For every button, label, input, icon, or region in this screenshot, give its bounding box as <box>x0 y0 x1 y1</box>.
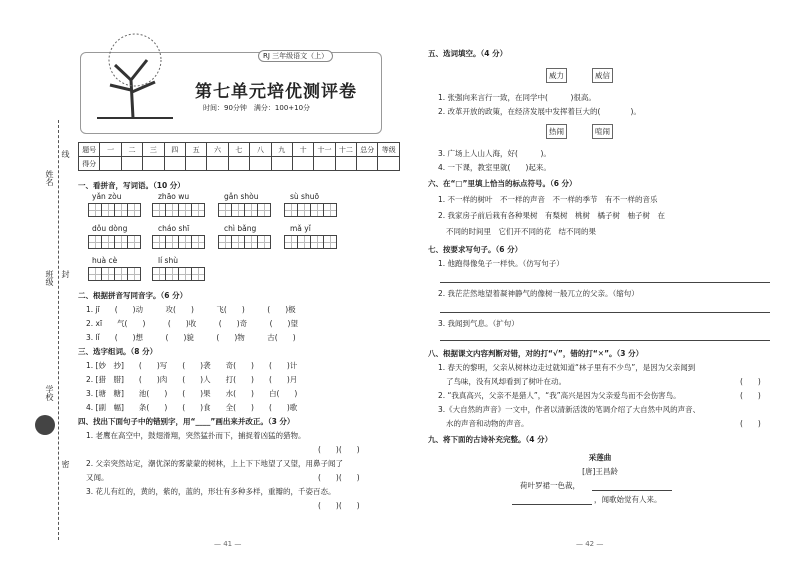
score-input-cell[interactable] <box>292 157 313 171</box>
binding-dashed-line <box>58 120 59 540</box>
answer-line[interactable] <box>440 312 770 313</box>
score-header-cell: 四 <box>164 143 185 157</box>
flower-decoration-icon <box>35 415 55 435</box>
writing-grid[interactable] <box>88 267 140 281</box>
score-header-cell: 五 <box>185 143 206 157</box>
series-tag: RJ 三年级语文（上） <box>258 50 333 62</box>
poem-answer-line[interactable] <box>512 504 592 505</box>
section-2-title: 二、根据拼音写同音字。（6 分） <box>78 291 188 300</box>
score-header-cell: 十 <box>292 143 313 157</box>
pinyin-label: yǎn zòu <box>92 192 122 201</box>
score-header-row <box>79 143 400 157</box>
word-choice-row[interactable]: 4. [副 幅] 条( ) ( )食 全( ) ( )歌 <box>86 403 298 412</box>
writing-grid[interactable] <box>152 235 204 249</box>
word-option-box: 喧闹 <box>592 124 613 139</box>
poem-title: 采莲曲 <box>588 453 612 462</box>
section-3-title: 三、选字组词。（8 分） <box>78 347 158 356</box>
writing-grid[interactable] <box>152 203 204 217</box>
score-input-cell[interactable] <box>185 157 206 171</box>
score-header-cell: 题号 <box>79 143 100 157</box>
pinyin-label: sù shuō <box>290 192 320 201</box>
margin-seal2-label: 封 <box>61 270 70 278</box>
homophone-row[interactable]: 3. lǐ ( )想 ( )貌 ( )物 古( ) <box>86 333 296 342</box>
score-header-cell: 九 <box>271 143 292 157</box>
answer-line[interactable] <box>440 282 770 283</box>
homophone-row[interactable]: 1. jī ( )动 攻( ) 飞( ) ( )极 <box>86 305 296 314</box>
writing-grid[interactable] <box>284 235 336 249</box>
margin-name-label: 姓名 <box>45 170 54 186</box>
pinyin-label: gǎn shòu <box>224 192 259 201</box>
answer-line[interactable] <box>440 340 770 341</box>
score-input-cell[interactable] <box>207 157 228 171</box>
poem-line-2: ，闻歌始觉有人来。 <box>594 495 662 504</box>
writing-grid[interactable] <box>152 267 204 281</box>
score-header-cell: 总分 <box>357 143 378 157</box>
answer-blanks[interactable]: ( )( ) <box>318 445 360 454</box>
writing-grid[interactable] <box>88 203 140 217</box>
judge-blank[interactable]: ( ) <box>740 391 761 400</box>
score-header-cell: 等级 <box>378 143 400 157</box>
punctuation-question[interactable]: 1. 不一样的树叶 不一样的声音 不一样的季节 有不一样的音乐 <box>438 195 658 204</box>
typo-sentence[interactable]: 3. 花儿有红的，黄的，紫的，蓝的，形壮有多种多样，重瓣的，千姿百态。 <box>86 487 336 496</box>
score-input-cell[interactable] <box>378 157 400 171</box>
fill-question[interactable]: 4. 一下课，教室里就( )起来。 <box>438 163 551 172</box>
score-input-cell[interactable] <box>314 157 335 171</box>
score-header-cell: 二 <box>121 143 142 157</box>
score-header-cell: 六 <box>207 143 228 157</box>
word-choice-row[interactable]: 1. [妙 抄] ( )写 ( )袭 奇( ) ( )计 <box>86 361 298 370</box>
writing-grid[interactable] <box>284 203 336 217</box>
judge-statement-cont: 了鸟味，没有风却看到了树叶在动。 <box>446 377 566 386</box>
section-6-title: 六、在“□”里填上恰当的标点符号。（6 分） <box>428 179 577 188</box>
typo-sentence[interactable]: 2. 父亲突然站定，潮优深的雾蒙蒙的树林，上上下下地望了又望，用鼻子闻了 <box>86 459 344 468</box>
answer-blanks[interactable]: ( )( ) <box>318 473 360 482</box>
section-9-title: 九、将下面的古诗补充完整。（4 分） <box>428 435 553 444</box>
exam-subtitle: 时间：90分钟 满分：100+10分 <box>203 104 311 112</box>
margin-seal-label: 线 <box>61 150 70 158</box>
word-option-box: 威信 <box>592 68 613 83</box>
margin-class-label: 班级 <box>45 270 54 286</box>
score-header-cell: 十二 <box>335 143 356 157</box>
rewrite-question: 1. 他跑得像兔子一样快。（仿写句子） <box>438 259 564 268</box>
writing-grid[interactable] <box>88 235 140 249</box>
score-row-label: 得分 <box>79 157 100 171</box>
score-header-cell: 一 <box>100 143 121 157</box>
fill-question[interactable]: 3. 广场上人山人海，好( )。 <box>438 149 551 158</box>
margin-school-label: 学校 <box>45 385 54 401</box>
score-input-cell[interactable] <box>164 157 185 171</box>
score-table <box>78 142 400 171</box>
answer-blanks[interactable]: ( )( ) <box>318 501 360 510</box>
score-input-cell[interactable] <box>335 157 356 171</box>
page-number: — 41 — <box>214 540 242 548</box>
score-input-cell[interactable] <box>100 157 121 171</box>
poem-answer-line[interactable] <box>592 490 672 491</box>
word-option-box: 威力 <box>546 68 567 83</box>
judge-statement: 2. “我真高兴，父亲不是猎人”，“我”高兴是因为父亲爱鸟而不会伤害鸟。 <box>438 391 681 400</box>
homophone-row[interactable]: 2. xī 气( ) ( )收 ( )奇 ( )望 <box>86 319 298 328</box>
section-4-title: 四、找出下面句子中的错别字，用“____”画出来并改正。（3 分） <box>78 417 295 426</box>
word-option-box: 热闹 <box>546 124 567 139</box>
punctuation-question[interactable]: 不同的时间里 它们开不同的花 结不同的果 <box>446 227 596 236</box>
score-input-cell[interactable] <box>143 157 164 171</box>
poem-line-1: 荷叶罗裙一色裁， <box>520 481 580 490</box>
pinyin-label: lí shù <box>158 256 178 265</box>
section-5-title: 五、选词填空。（4 分） <box>428 49 508 58</box>
judge-statement-cont: 水的声音和动物的声音。 <box>446 419 529 428</box>
score-header-cell: 七 <box>228 143 249 157</box>
score-input-cell[interactable] <box>271 157 292 171</box>
rewrite-question: 2. 我茫茫然地望着凝神静气的像树一般兀立的父亲。（缩句） <box>438 289 639 298</box>
judge-statement: 3.《大自然的声音》一文中，作者以清新活泼的笔调介绍了大自然中风的声音、 <box>438 405 701 414</box>
score-header-cell: 八 <box>250 143 271 157</box>
judge-blank[interactable]: ( ) <box>740 419 761 428</box>
pinyin-label: zhāo wu <box>158 192 190 201</box>
section-1-title: 一、看拼音，写词语。（10 分） <box>78 181 185 190</box>
fill-question[interactable]: 2. 改革开放的政策，在经济发展中发挥着巨大的( )。 <box>438 107 641 116</box>
pinyin-label: chì bǎng <box>224 224 257 233</box>
writing-grid[interactable] <box>218 203 270 217</box>
pinyin-label: dǒu dòng <box>92 224 128 233</box>
pinyin-label: cháo shī <box>158 224 190 233</box>
score-input-cell[interactable] <box>121 157 142 171</box>
fill-question[interactable]: 1. 张强向来言行一致，在同学中( )很高。 <box>438 93 596 102</box>
score-value-row <box>79 157 400 171</box>
exam-title: 第七单元培优测评卷 <box>195 82 357 102</box>
word-choice-row[interactable]: 2. [猎 腊] ( )肉 ( )人 打( ) ( )月 <box>86 375 298 384</box>
score-input-cell[interactable] <box>357 157 378 171</box>
judge-blank[interactable]: ( ) <box>740 377 761 386</box>
section-7-title: 七、按要求写句子。（6 分） <box>428 245 523 254</box>
pinyin-label: mǎ yǐ <box>290 224 311 233</box>
typo-sentence-cont: 又闻。 <box>86 473 109 482</box>
punctuation-question[interactable]: 2. 我家房子前后栽有各种果树 有梨树 桃树 橘子树 柚子树 在 <box>438 211 666 220</box>
writing-grid[interactable] <box>218 235 270 249</box>
margin-seal3-label: 密 <box>61 460 70 468</box>
right-page <box>400 0 800 568</box>
typo-sentence[interactable]: 1. 老鹰在高空中，鼓翅滑翔，突然猛扑而下，捕捉着凶猛的猎物。 <box>86 431 306 440</box>
section-8-title: 八、根据课文内容判断对错，对的打“√”，错的打“✕”。（3 分） <box>428 349 644 358</box>
score-input-cell[interactable] <box>250 157 271 171</box>
score-header-cell: 十一 <box>314 143 335 157</box>
poem-author: [唐]王昌龄 <box>582 467 618 476</box>
rewrite-question: 3. 我闻到气息。（扩句） <box>438 319 519 328</box>
score-header-cell: 三 <box>143 143 164 157</box>
score-input-cell[interactable] <box>228 157 249 171</box>
page-number: — 42 — <box>576 540 604 548</box>
judge-statement: 1. 春天的黎明，父亲从树林边走过就知道“林子里有不少鸟”，是因为父亲闻到 <box>438 363 696 372</box>
word-choice-row[interactable]: 3. [塘 糖] 池( ) ( )果 水( ) 白( ) <box>86 389 298 398</box>
tree-illustration-icon <box>95 30 175 120</box>
pinyin-label: huà cè <box>92 256 118 265</box>
